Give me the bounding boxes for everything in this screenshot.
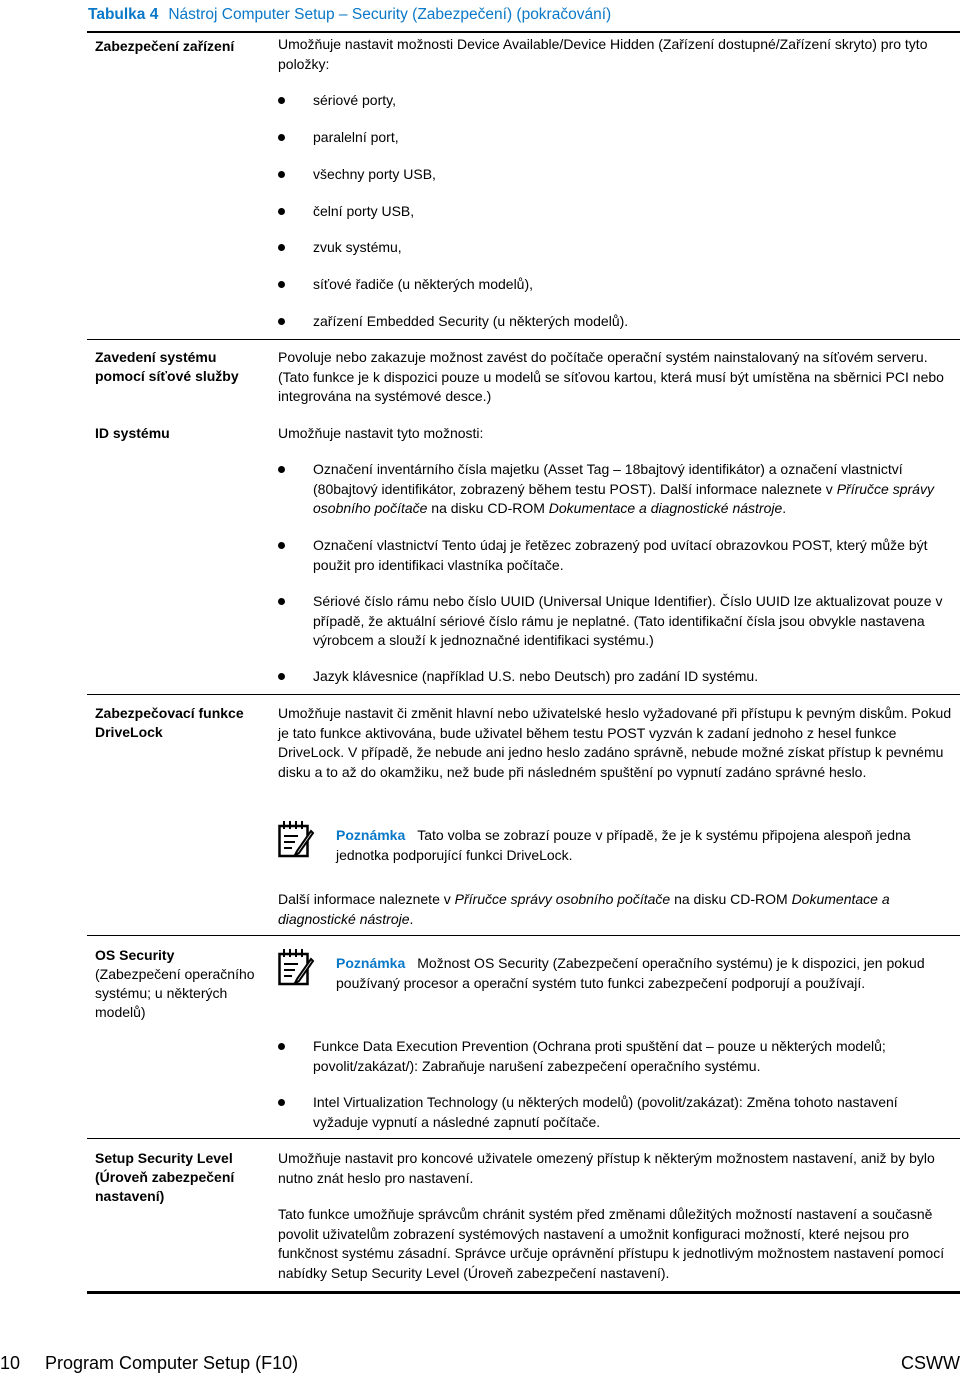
row-divider: [87, 339, 960, 340]
row-divider: [87, 694, 960, 695]
list-item: zařízení Embedded Security (u některých modelů).: [278, 312, 953, 332]
bullet-icon: [278, 134, 285, 141]
drivelock-text: Umožňuje nastavit či změnit hlavní nebo uživatelské heslo vyžadované při přístupu k pevným diskům. Pokud je tato funkce aktivována, bude uživatel během testu POST vyzván k zadaní jednoho z hesel funkce DriveLock. V případě, že nebude ani jedno heslo zadáno správně, nebude možné získat přístup k pevnému disku a to až do okamžiku, než bude při následném spuštění po vypnutí zadáno správné heslo.: [278, 705, 952, 780]
row-divider: [87, 1138, 960, 1139]
setup-security-text1: Umožňuje nastavit pro koncové uživatele omezený přístup k některým možnostem nastavení, aniž by bylo nutno znát heslo pro nastavení.: [278, 1150, 935, 1186]
list-item: Intel Virtualization Technology (u některých modelů) (povolit/zakázat): Změna tohoto nastavení vyžaduje vypnutí a následné zapnutí počítače.: [278, 1093, 953, 1132]
bullet-icon: [278, 466, 285, 473]
row-label-drivelock: Zabezpečovací funkce DriveLock: [95, 705, 244, 740]
note-icon: [278, 820, 316, 858]
note-icon: [278, 948, 316, 986]
bullet-icon: [278, 318, 285, 325]
list-item: všechny porty USB,: [278, 165, 953, 185]
list-item: čelní porty USB,: [278, 202, 953, 222]
bullet-icon: [278, 598, 285, 605]
footer-title: Program Computer Setup (F10): [45, 1353, 299, 1373]
list-item: zvuk systému,: [278, 238, 953, 258]
list-item: Jazyk klávesnice (například U.S. nebo Deutsch) pro zadání ID systému.: [278, 667, 953, 687]
list-item: sériové porty,: [278, 91, 953, 111]
caption-label: Tabulka 4: [88, 6, 159, 23]
page-number: 10: [0, 1353, 21, 1373]
bullet-icon: [278, 97, 285, 104]
device-security-intro: Umožňuje nastavit možnosti Device Available/Device Hidden (Zařízení dostupné/Zařízení skryto) pro tyto položky:: [278, 36, 928, 72]
list-item: síťové řadiče (u některých modelů),: [278, 275, 953, 295]
row-divider: [87, 935, 960, 936]
row-label-setup-security: Setup Security Level (Úroveň zabezpečení nastavení): [95, 1150, 235, 1204]
table-caption: [88, 6, 960, 24]
drivelock-more-info: Další informace naleznete v Příručce správy osobního počítače na disku CD-ROM Dokumentace a diagnostické nástroje.: [278, 891, 890, 927]
row-label-os-security: OS Security (Zabezpečení operačního systému; u některých modelů): [95, 947, 255, 1020]
list-item: paralelní port,: [278, 128, 953, 148]
bullet-icon: [278, 244, 285, 251]
bullet-icon: [278, 542, 285, 549]
bullet-icon: [278, 673, 285, 680]
row-label-network-boot: Zavedení systému pomocí síťové služby: [95, 349, 239, 384]
list-item: Funkce Data Execution Prevention (Ochrana proti spuštění dat – pouze u některých modelů; povolit/zakázat/): Zabraňuje narušení zabezpečení operačního systému.: [278, 1037, 953, 1076]
row-label-system-id: ID systému: [95, 425, 170, 441]
list-item: Označení vlastnictví Tento údaj je řetězec zobrazený pod uvítací obrazovkou POST, který může být použit pro identifikaci vlastníka počítače.: [278, 536, 953, 575]
list-item: Sériové číslo rámu nebo číslo UUID (Universal Unique Identifier). Číslo UUID lze aktualizovat pouze v případě, že aktuální sériové číslo rámu je neplatné. (Tato identifikační čísla jsou obvykle nastavena výrobcem a slouží k jednoznačné identifikaci systému.): [278, 592, 953, 651]
bullet-icon: [278, 208, 285, 215]
bullet-icon: [278, 1099, 285, 1106]
os-security-note: Poznámka Možnost OS Security (Zabezpečení operačního systému) je k dispozici, jen pokud používaný procesor a operační systém tuto funkci zabezpečení podporují a používají.: [336, 955, 925, 991]
bullet-icon: [278, 1043, 285, 1050]
drivelock-note: Poznámka Tato volba se zobrazí pouze v případě, že je k systému připojena alespoň jedna jednotka podporující funkci DriveLock.: [336, 827, 911, 863]
table-top-rule: [87, 31, 960, 33]
network-boot-text: Povoluje nebo zakazuje možnost zavést do počítače operační systém nainstalovaný na síťovém serveru. (Tato funkce je k dispozici pouze u modelů se síťovou kartou, která musí být umístěna na sběrnici PCI nebo integrována na systémové desce.): [278, 349, 944, 404]
setup-security-text2: Tato funkce umožňuje správcům chránit systém před změnami důležitých možností nastavení a současně povolit uživatelům zobrazení systémových nastavení a umožnit konfiguraci možností, které nejsou pro funkčnost systému zásadní. Správce určuje oprávnění přístupu k jednotlivým možnostem nastavení pomocí nabídky Setup Security Level (Úroveň zabezpečení nastavení).: [278, 1206, 945, 1281]
list-item: Označení inventárního čísla majetku (Asset Tag – 18bajtový identifikátor) a označení vlastnictví (80bajtový identifikátor, zobrazený během testu POST). Další informace naleznete v Příručce správy osobního počítače na disku CD-ROM Dokumentace a diagnostické nástroje.: [278, 460, 953, 519]
caption-title: Nástroj Computer Setup – Security (Zabezpečení) (pokračování): [168, 6, 612, 23]
footer-code: CSWW: [901, 1353, 960, 1373]
table-bottom-rule: [87, 1291, 960, 1294]
bullet-icon: [278, 281, 285, 288]
system-id-intro: Umožňuje nastavit tyto možnosti:: [278, 425, 484, 441]
bullet-icon: [278, 171, 285, 178]
row-label-device-security: Zabezpečení zařízení: [95, 38, 235, 54]
